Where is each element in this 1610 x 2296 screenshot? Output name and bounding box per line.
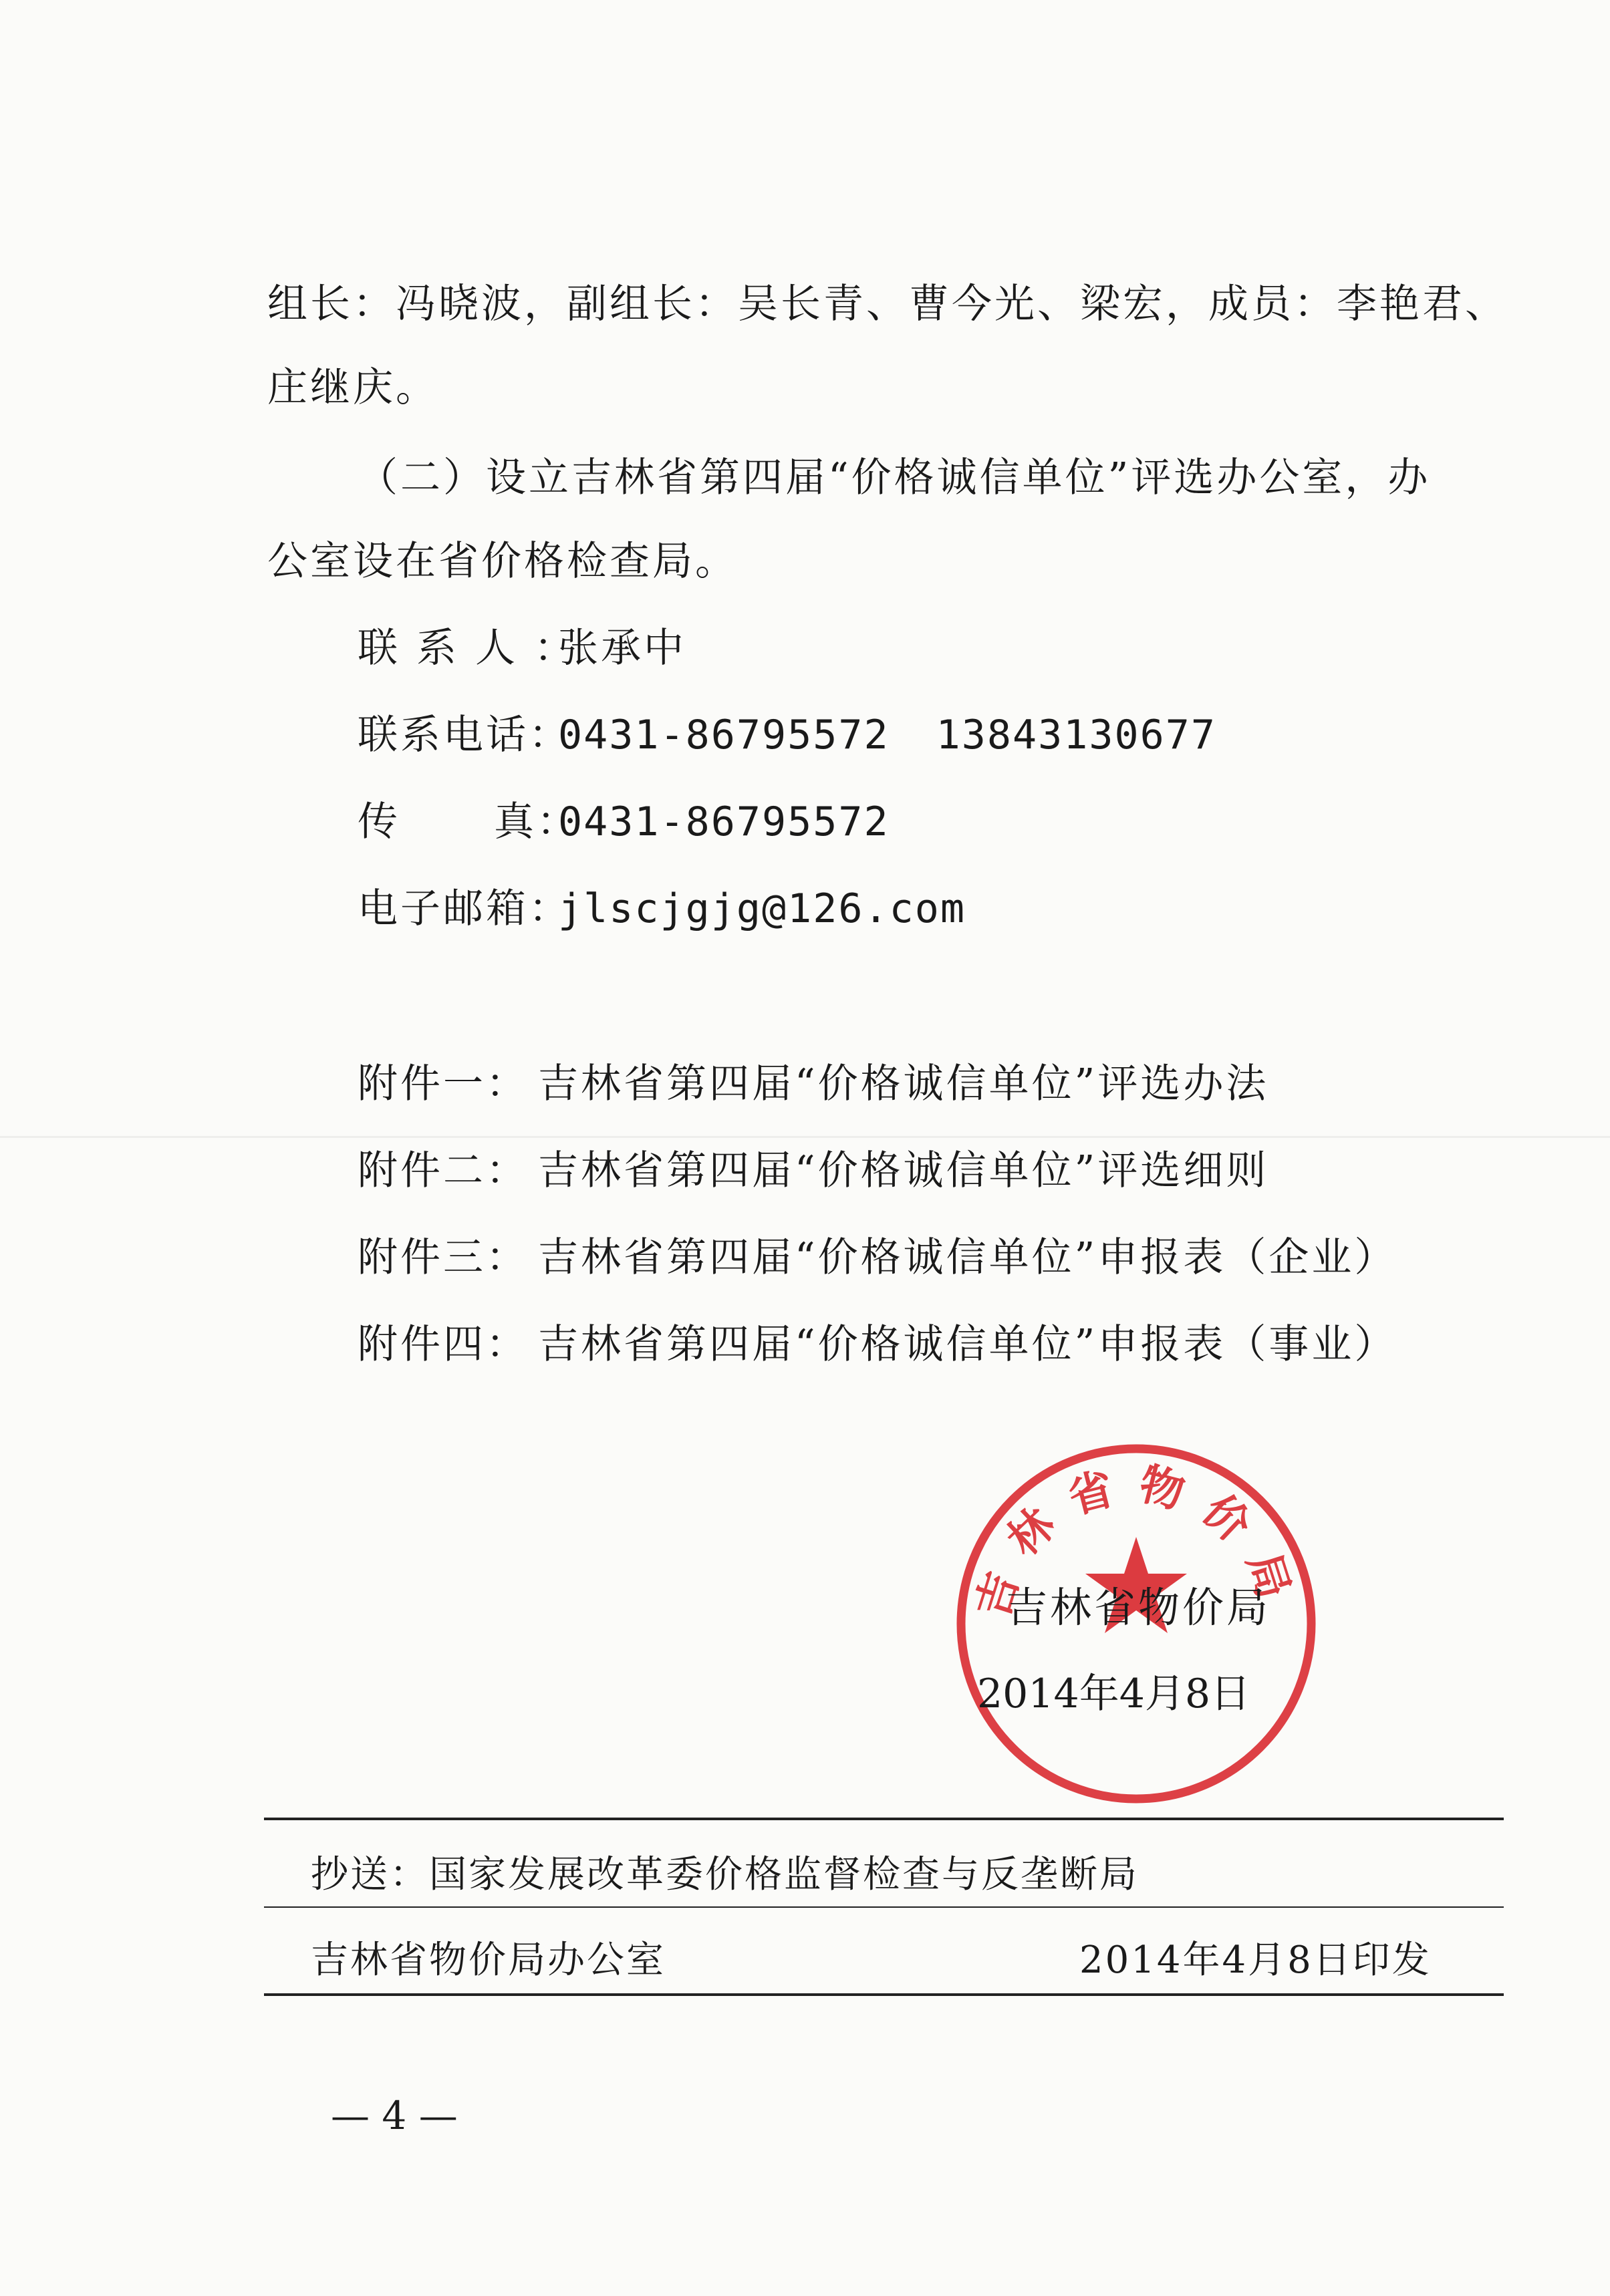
attachment-item [358, 1318, 1397, 1371]
contact-email-value: jlscjgjg@126.com [558, 885, 966, 932]
issuer-line: 吉林省物价局办公室 [311, 1939, 666, 1982]
attachment-item [358, 1057, 1268, 1111]
page-number: — 4 — [331, 2093, 458, 2138]
footer-rule-bottom [264, 1993, 1504, 1996]
contact-email-row [358, 882, 966, 936]
seal-text: 吉林省物价局 [966, 1457, 1306, 1624]
attachment-title: 吉林省第四届“价格诚信单位”申报表（事业） [538, 1321, 1397, 1368]
attachment-label: 附件二： [358, 1147, 529, 1194]
fold-crease [0, 1136, 1610, 1138]
body-line: 庄继庆。 [267, 364, 438, 411]
contact-phone-1: 0431-86795572 [558, 712, 890, 758]
attachment-title: 吉林省第四届“价格诚信单位”评选办法 [538, 1060, 1269, 1107]
signature-org: 吉林省物价局 [1006, 1583, 1271, 1632]
footer-rule-mid [264, 1906, 1504, 1908]
footer-rule-top [264, 1818, 1504, 1820]
body-line: 公室设在省价格检查局。 [267, 538, 738, 585]
attachment-item [358, 1231, 1397, 1284]
contact-email-label: 电子邮箱： [358, 885, 571, 932]
attachment-label: 附件一： [358, 1060, 529, 1107]
body-line: 组长：冯晓波，副组长：吴长青、曹今光、梁宏，成员：李艳君、 [267, 281, 1508, 327]
fax-label-a: 传 [358, 799, 400, 845]
contact-fax-row [358, 795, 890, 849]
fax-label-b: 真： [494, 799, 579, 845]
cc-line: 抄送：国家发展改革委价格监督检查与反垄断局 [311, 1853, 1139, 1896]
contact-phone-2: 13843130677 [936, 712, 1216, 758]
signature-date: 2014年4月8日 [977, 1671, 1251, 1717]
attachment-label: 附件三： [358, 1234, 529, 1281]
contact-phone-row [358, 708, 1216, 762]
contact-fax-value: 0431-86795572 [558, 799, 890, 845]
body-line: （二）设立吉林省第四届“价格诚信单位”评选办公室，办 [358, 454, 1431, 501]
contact-person-value: 张承中 [558, 625, 686, 672]
attachment-item [358, 1144, 1268, 1197]
attachment-title: 吉林省第四届“价格诚信单位”申报表（企业） [538, 1234, 1397, 1281]
issue-date-line: 2014年4月8日印发 [1079, 1939, 1432, 1982]
contact-person-label: 联系人： [358, 625, 593, 672]
contact-fax-label [358, 795, 579, 849]
contact-phone-label: 联系电话： [358, 712, 571, 758]
contact-person-row [358, 621, 686, 675]
attachment-title: 吉林省第四届“价格诚信单位”评选细则 [538, 1147, 1269, 1194]
attachment-label: 附件四： [358, 1321, 529, 1368]
